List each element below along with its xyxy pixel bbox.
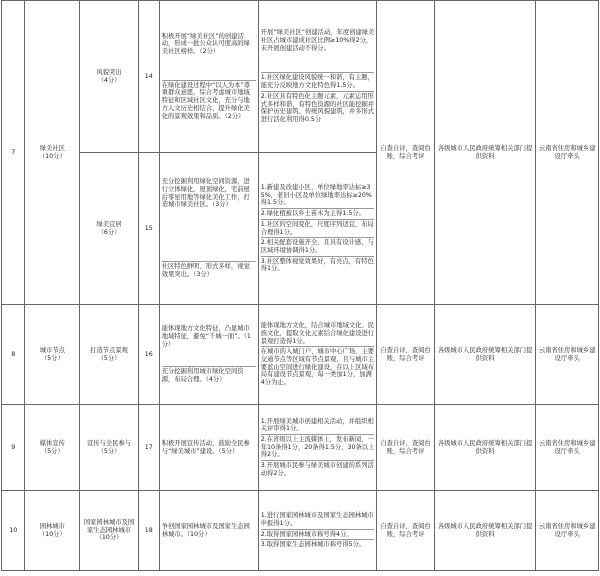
row-number: 9 <box>2 405 25 491</box>
lead-cell: 云南省住房和城乡建设厅牵头 <box>536 491 599 571</box>
method-cell: 自查自评，查阅台账，综合考评 <box>377 1 434 305</box>
criteria-cell <box>159 491 258 571</box>
criteria-cell <box>159 1 258 153</box>
category-cell: 绿美社区 （10分） <box>25 1 80 305</box>
criteria-text: 积极开展“绿美社区”的创建活动，形成一批公众认可度高的绿美社区榜样。（2分） <box>161 32 250 56</box>
row-number: 7 <box>2 1 25 305</box>
provider-cell: 各级城市人民政府统筹相关部门提供资料 <box>434 305 536 405</box>
lead-cell: 云南省住房和城乡建设厅牵头 <box>536 405 599 491</box>
item-name: 宣传与全民参与 （5分） <box>80 405 139 491</box>
item-name: 绿美宜居 （6分） <box>80 153 139 305</box>
item-seq: 14 <box>138 1 159 153</box>
scoring-text: 1.进行国家园林城市及国家生态园林城市申报得1分。 <box>260 512 374 527</box>
item-name: 风貌突出 （4分） <box>80 1 139 153</box>
criteria-text: 积极开展宣传活动，鼓励全民参与“绿美城市”建设。（5分） <box>161 439 250 455</box>
category-cell: 城市节点 （5分） <box>25 305 80 405</box>
scoring-text: 1.开展绿美城市创建相关活动，并组织相关评审得1分。 <box>260 417 374 433</box>
method-cell: 自查自评，查阅台账，综合考评 <box>377 491 434 571</box>
scoring-cell <box>258 491 377 571</box>
lead-cell: 云南省住房和城乡建设厅牵头 <box>536 1 599 305</box>
scoring-text: 3.开展城市民参与绿美城市创建的系列活动得2分。 <box>260 462 374 477</box>
row-number: 10 <box>2 491 25 571</box>
scoring-cell <box>258 305 377 405</box>
item-seq: 18 <box>138 491 159 571</box>
scoring-cell <box>258 1 377 153</box>
scoring-text: 1.社区的空间变化，尺度序列适宜，布局合理得1分。 <box>260 220 374 236</box>
scoring-cell <box>258 153 377 305</box>
item-seq: 17 <box>138 405 159 491</box>
table-row <box>2 491 599 571</box>
category-cell: 园林城市 （10分） <box>25 491 80 571</box>
table-row <box>2 1 599 153</box>
criteria-cell <box>159 305 258 405</box>
criteria-cell <box>159 153 258 305</box>
item-seq: 16 <box>138 305 159 405</box>
provider-cell: 各级城市人民政府统筹相关部门提供资料 <box>434 405 536 491</box>
scoring-text: 3.取得国家生态园林城市称号得5分。 <box>261 539 375 550</box>
table-row <box>2 405 599 491</box>
criteria-text: 能体现地方文化特征，凸显城市地域特征，避免“千城一面”。（1分） <box>161 325 251 348</box>
scoring-text: 在城市的入城门户、城市中心广场、主要交通节点等区域有节点景观，且与城市主要蓝山空间进行绿化建设，在以上区域布局有建设节点景观，每一类加1分，加满4分为止。 <box>260 348 375 387</box>
scoring-text: 2.社区具有特色化主题元素，元素运用形式多样和谐，有特色资源的社区能挖掘并保护历史建筑、传统风貌建筑，并多形式进行活化利用得0.5分 <box>260 92 375 123</box>
provider-cell: 各级城市人民政府统筹相关部门提供资料 <box>434 491 536 571</box>
criteria-text: 社区特色鲜明、形式多样，视觉效果突出。（3分） <box>162 261 256 279</box>
row-number: 8 <box>2 305 25 405</box>
scoring-cell <box>258 405 377 491</box>
scoring-text: 3.社区整体视觉效果好，有亮点，有特色得1分。 <box>260 257 374 273</box>
scoring-text: 2.取得国家园林城市称号得4分。 <box>261 529 375 540</box>
criteria-text: 充分挖掘利用城市绿化空间资源，布局合理。（4分） <box>162 366 256 384</box>
method-cell: 自查自评，查阅台账，综合考评 <box>377 305 434 405</box>
assessment-table <box>1 0 599 571</box>
item-seq: 15 <box>138 153 159 305</box>
scoring-text: 1.社区绿化建设风貌统一和谐，有主题，能充分反映地方文化特色得1.5分。 <box>260 74 374 90</box>
scoring-text: 2.绿化植被以乡土苗木为主得1.5分。 <box>261 208 375 219</box>
scoring-text: 开展“绿美社区”创建活动，年度创建绿美社区占城市建成社区比例≥10%得2分，未开展创建活动不得分。 <box>260 29 375 52</box>
criteria-text: 在绿化建设过程中“以人为本”尊重群众意愿，综合考虑城市地域特征和区域社区文化，充分与地方人文历史相结合，提升绿化美化的景观效果和品质。（2分） <box>162 80 256 121</box>
criteria-text: 充分挖掘利用绿化空间资源，进行立体绿化，屋顶绿化，宅前屋后零星用地等绿化美化工作，打造城市绿美社区。（3分） <box>161 178 250 209</box>
scoring-text: 1.新建及改建小区、单位绿地率达标≥35%，老旧小区及单位绿地率达标≥20%得1.5分。 <box>260 184 372 207</box>
item-name: 打造节点景观 （5分） <box>80 305 139 405</box>
method-cell: 自查自评，查阅台账，综合考评 <box>377 405 434 491</box>
lead-cell: 云南省住房和城乡建设厅牵头 <box>536 305 599 405</box>
criteria-cell <box>159 405 258 491</box>
provider-cell: 各级城市人民政府统筹相关部门提供资料 <box>434 1 536 305</box>
scoring-text: 2.相关配套设施齐全，且具有设计感，与区域环境协调得1分。 <box>260 239 374 254</box>
scoring-text: 能体现地方文化，结合城市地域文化、民族文化，提取文化元素结合绿化建设进行景观打造得1分。 <box>260 322 375 345</box>
scoring-text: 2.在省级以上主流媒体上，发布新闻，一年10条得1分，20条得1.5分，30条以上得2分。 <box>260 435 375 459</box>
table-row <box>2 305 599 405</box>
category-cell: 媒体宣传 （5分） <box>25 405 80 491</box>
item-name: 国家园林城市及国家生态园林城市 （10分） <box>80 491 139 571</box>
criteria-text: 争创国家园林城市及国家生态园林城市。（10分） <box>161 522 250 538</box>
